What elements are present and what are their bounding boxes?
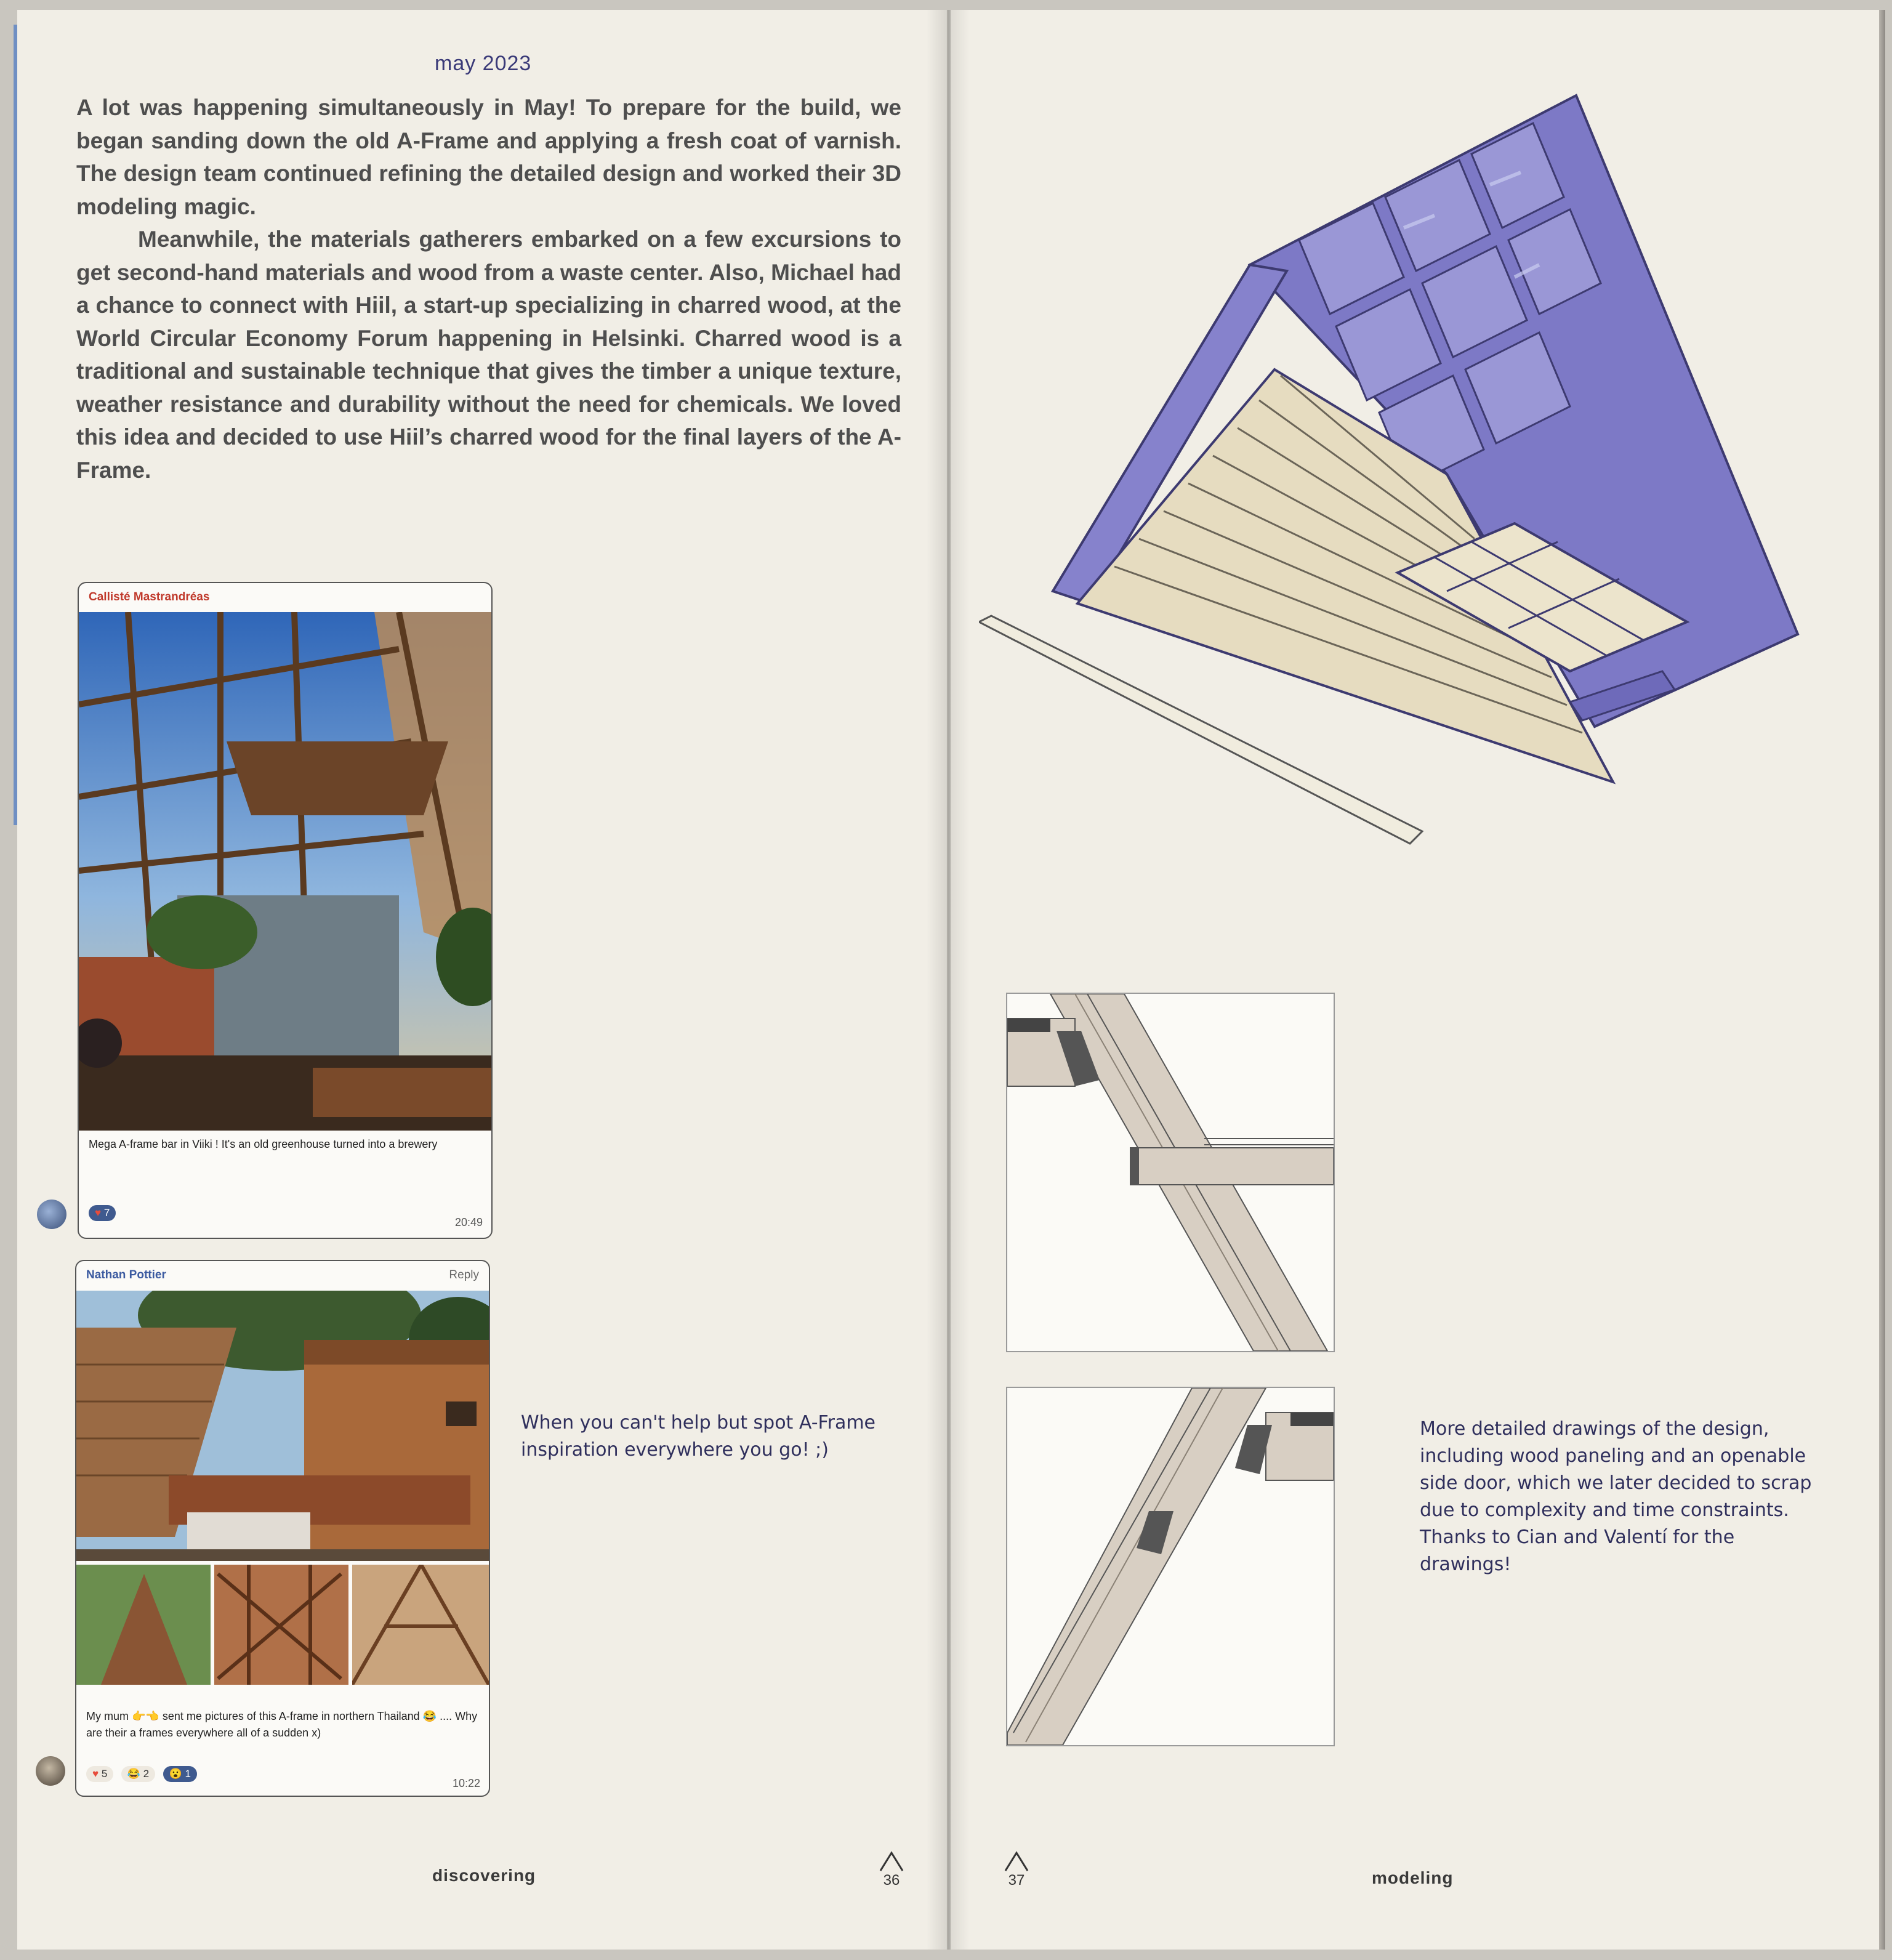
reaction-count: 1: [185, 1768, 191, 1780]
photo-side-note: When you can't help but spot A-Frame inspiration everywhere you go! ;): [521, 1412, 876, 1461]
wow-icon: 😮: [169, 1768, 182, 1780]
month-heading: may 2023: [435, 52, 532, 75]
post-author[interactable]: Nathan Pottier: [86, 1268, 166, 1281]
laugh-icon: 😂: [127, 1768, 140, 1780]
page-edge: [14, 25, 17, 825]
paragraph-2: Meanwhile, the materials gatherers embarked on a few excursions to get second-hand materials and wood from a waste center. Also, Michael had a chance to connect with Hiil, a start-up specializing in charred wood, at the World Circular Economy Forum happening in Helsinki. Charred wood is a traditional and sustainable technique that gives the timber a unique texture, weather resistance and durability without the need for chemicals. We loved this idea and decided to use Hiil’s charred wood for the final layers of the A-Frame.: [76, 227, 901, 483]
heart-icon: ♥: [95, 1207, 102, 1219]
post-author[interactable]: Callisté Mastrandréas: [89, 591, 210, 603]
avatar[interactable]: [37, 1200, 66, 1229]
heart-reaction[interactable]: [89, 1205, 116, 1221]
page-number: [1001, 1851, 1032, 1889]
paragraph-1: A lot was happening simultaneously in May! To prepare for the build, we began sanding down the old A-Frame and applying a fresh coat of varnish. The design team continued refining the detailed design and worked their 3D modeling magic.: [76, 95, 901, 219]
heart-reaction[interactable]: [86, 1766, 113, 1782]
post-caption: My mum 👉👈 sent me pictures of this A-frame in northern Thailand 😂 .... Why are their a frames everywhere all of a sudden x): [86, 1710, 478, 1739]
laugh-reaction[interactable]: [121, 1766, 155, 1782]
joint-detail-drawing-2: [1006, 1387, 1335, 1746]
reaction-bar: [89, 1205, 121, 1221]
triangle-icon: [878, 1851, 905, 1872]
page-number-text: 37: [1008, 1872, 1025, 1889]
reply-button[interactable]: Reply: [449, 1268, 479, 1281]
reaction-bar: [86, 1766, 202, 1782]
joint-detail-drawing-1: [1006, 993, 1335, 1352]
chat-post-card: [75, 1260, 490, 1797]
section-label: modeling: [1372, 1868, 1454, 1887]
post-timestamp: 10:22: [452, 1777, 480, 1789]
post-timestamp: 20:49: [454, 1216, 483, 1228]
heart-icon: ♥: [92, 1768, 99, 1780]
reaction-count: 2: [143, 1768, 150, 1780]
drawings-side-note: More detailed drawings of the design, including wood paneling and an openable side door, which we later decided to scrap due to complexity and time constraints. Thanks to Cian and Valentí for the drawings!: [1420, 1418, 1812, 1575]
chat-post-card: [78, 582, 493, 1239]
greenhouse-bar-photo: [79, 612, 491, 1131]
a-frame-photos: [76, 1291, 489, 1685]
page-number-text: 36: [883, 1872, 900, 1889]
a-frame-3d-model: [979, 80, 1816, 899]
wow-reaction[interactable]: [163, 1766, 197, 1782]
reaction-count: 5: [101, 1768, 108, 1780]
post-caption: Mega A-frame bar in Viiki ! It's an old greenhouse turned into a brewery: [89, 1138, 438, 1150]
page-number: [876, 1851, 907, 1889]
reaction-count: 7: [103, 1207, 110, 1219]
spine-shadow: [927, 10, 970, 1950]
section-label: discovering: [432, 1866, 536, 1885]
avatar[interactable]: [36, 1756, 65, 1786]
triangle-icon: [1003, 1851, 1030, 1872]
page-edge-right: [1879, 10, 1885, 1950]
intro-text: [76, 91, 901, 486]
